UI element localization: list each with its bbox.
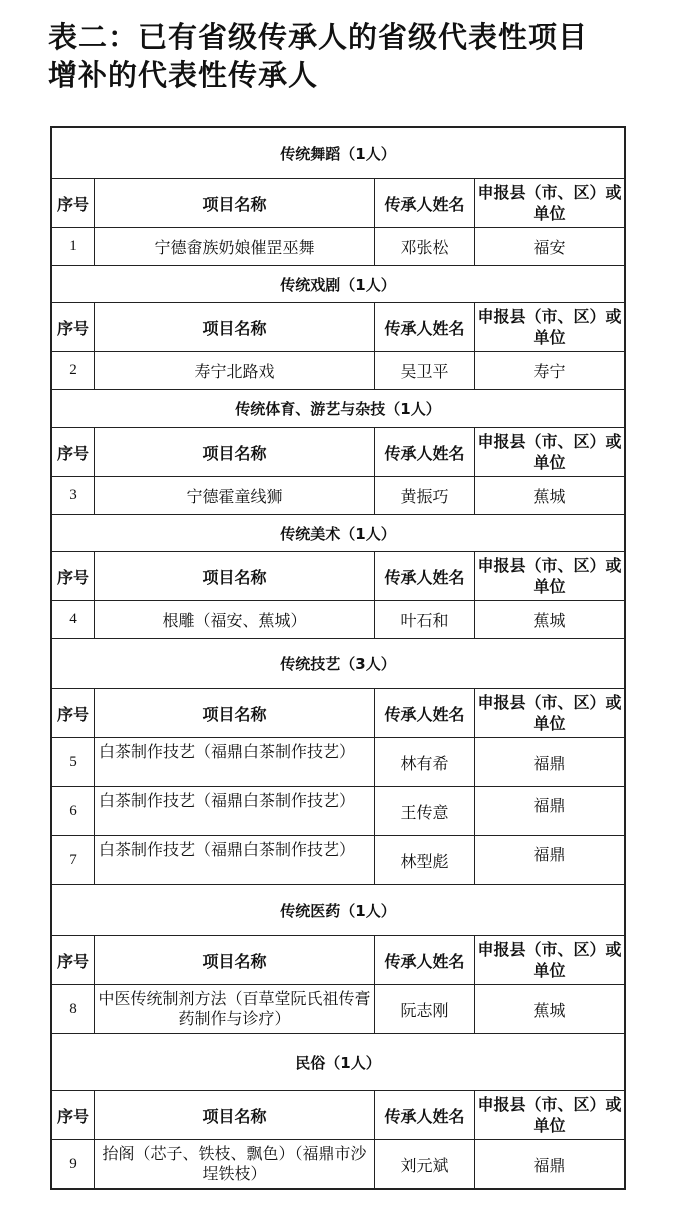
- col-header-heir: 传承人姓名: [375, 179, 475, 227]
- cell-no: 5: [52, 738, 95, 786]
- cell-heir: 黄振巧: [375, 477, 475, 514]
- table-row: [52, 985, 624, 1034]
- heir-table: [50, 126, 626, 1190]
- cell-region: 福鼎: [533, 753, 566, 773]
- cell-project: 白茶制作技艺（福鼎白茶制作技艺）: [95, 738, 375, 786]
- cell-heir: 阮志刚: [375, 985, 475, 1033]
- cell-heir: 叶石和: [375, 601, 475, 638]
- cell-project: 抬阁（芯子、铁枝、飘色）（福鼎市沙埕铁枝）: [95, 1140, 375, 1188]
- cell-project: 宁德霍童线狮: [95, 477, 375, 514]
- cell-region: 福鼎: [533, 796, 566, 815]
- col-header-region: 申报县（市、区）或单位: [477, 940, 622, 980]
- col-header-heir: 传承人姓名: [375, 428, 475, 476]
- table-row: [52, 601, 624, 639]
- cell-project: 寿宁北路戏: [95, 352, 375, 389]
- col-header-project: 项目名称: [95, 552, 375, 600]
- col-header-no: 序号: [52, 303, 95, 351]
- table-row: [52, 738, 624, 787]
- col-header-project: 项目名称: [95, 303, 375, 351]
- col-header-no: 序号: [52, 552, 95, 600]
- cell-region: 福安: [533, 238, 566, 257]
- cell-no: 3: [52, 477, 95, 514]
- cell-heir: 吴卫平: [375, 352, 475, 389]
- col-header-no: 序号: [52, 428, 95, 476]
- column-header-row: [52, 428, 624, 477]
- cell-region: 蕉城: [533, 1000, 566, 1020]
- section-header: 传统美术（1人）: [52, 515, 624, 552]
- col-header-heir: 传承人姓名: [375, 689, 475, 737]
- col-header-region: 申报县（市、区）或单位: [477, 183, 622, 223]
- cell-no: 1: [52, 228, 95, 265]
- col-header-no: 序号: [52, 1091, 95, 1139]
- section-header: 传统技艺（3人）: [52, 639, 624, 689]
- section-header: 传统舞蹈（1人）: [52, 128, 624, 179]
- col-header-project: 项目名称: [95, 1091, 375, 1139]
- column-header-row: [52, 689, 624, 738]
- cell-region: 蕉城: [533, 611, 566, 630]
- cell-region: 福鼎: [533, 845, 566, 864]
- col-header-no: 序号: [52, 689, 95, 737]
- document-title: [48, 18, 668, 94]
- cell-region: 寿宁: [533, 362, 566, 381]
- cell-region: 福鼎: [533, 1155, 566, 1175]
- title-line-1: 表二：已有省级传承人的省级代表性项目: [48, 20, 589, 54]
- col-header-project: 项目名称: [95, 936, 375, 984]
- cell-project: 中医传统制剂方法（百草堂阮氏祖传膏药制作与诊疗）: [95, 985, 375, 1033]
- column-header-row: [52, 936, 624, 985]
- column-header-row: [52, 1091, 624, 1140]
- table-row: [52, 1140, 624, 1190]
- cell-project: 宁德畲族奶娘催罡巫舞: [95, 228, 375, 265]
- section-header: 传统医药（1人）: [52, 885, 624, 936]
- column-header-row: [52, 552, 624, 601]
- table-row: [52, 352, 624, 390]
- table-row: [52, 477, 624, 515]
- col-header-project: 项目名称: [95, 428, 375, 476]
- col-header-no: 序号: [52, 936, 95, 984]
- section-header: 传统戏剧（1人）: [52, 266, 624, 303]
- cell-no: 9: [52, 1140, 95, 1188]
- table-row: [52, 228, 624, 266]
- col-header-project: 项目名称: [95, 179, 375, 227]
- section-header: 传统体育、游艺与杂技（1人）: [52, 390, 624, 428]
- cell-no: 8: [52, 985, 95, 1033]
- cell-project: 白茶制作技艺（福鼎白茶制作技艺）: [95, 787, 375, 835]
- cell-no: 6: [52, 787, 95, 835]
- col-header-region: 申报县（市、区）或单位: [477, 1095, 622, 1135]
- cell-heir: 王传意: [375, 787, 475, 835]
- cell-heir: 林型彪: [375, 836, 475, 884]
- col-header-region: 申报县（市、区）或单位: [477, 693, 622, 733]
- col-header-project: 项目名称: [95, 689, 375, 737]
- col-header-region: 申报县（市、区）或单位: [477, 556, 622, 596]
- cell-no: 7: [52, 836, 95, 884]
- cell-heir: 林有希: [375, 738, 475, 786]
- cell-heir: 邓张松: [375, 228, 475, 265]
- cell-heir: 刘元斌: [375, 1140, 475, 1188]
- cell-no: 4: [52, 601, 95, 638]
- col-header-region: 申报县（市、区）或单位: [477, 307, 622, 347]
- col-header-region: 申报县（市、区）或单位: [477, 432, 622, 472]
- col-header-heir: 传承人姓名: [375, 936, 475, 984]
- col-header-no: 序号: [52, 179, 95, 227]
- cell-region: 蕉城: [533, 487, 566, 506]
- table-row: [52, 787, 624, 836]
- cell-project: 白茶制作技艺（福鼎白茶制作技艺）: [95, 836, 375, 884]
- cell-project: 根雕（福安、蕉城）: [95, 601, 375, 638]
- col-header-heir: 传承人姓名: [375, 552, 475, 600]
- column-header-row: [52, 179, 624, 228]
- cell-no: 2: [52, 352, 95, 389]
- column-header-row: [52, 303, 624, 352]
- title-line-2: 增补的代表性传承人: [48, 58, 319, 92]
- col-header-heir: 传承人姓名: [375, 303, 475, 351]
- table-row: [52, 836, 624, 885]
- col-header-heir: 传承人姓名: [375, 1091, 475, 1139]
- section-header: 民俗（1人）: [52, 1034, 624, 1091]
